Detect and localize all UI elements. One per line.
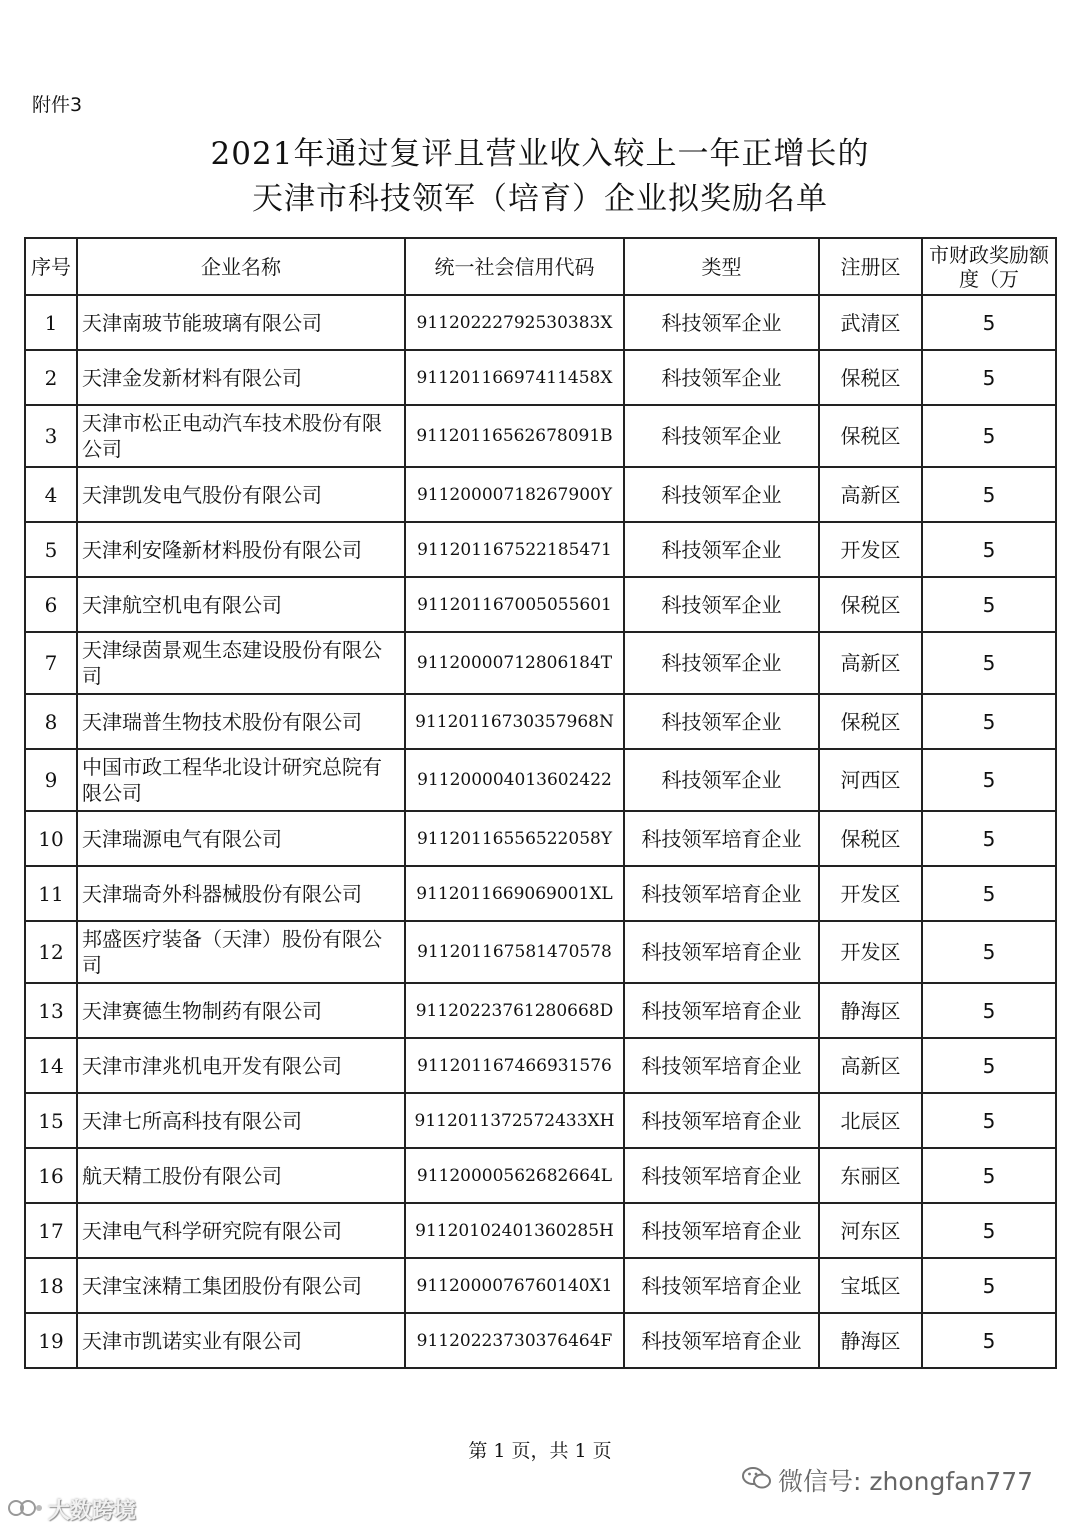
award-amount: 5 (922, 921, 1056, 983)
company-name: 天津市凯诺实业有限公司 (77, 1313, 405, 1368)
credit-code: 91120222792530383X (405, 295, 624, 350)
enterprise-type: 科技领军企业 (624, 405, 819, 467)
award-list-table (24, 237, 1057, 1369)
enterprise-type: 科技领军培育企业 (624, 811, 819, 866)
row-number: 13 (25, 983, 77, 1038)
page-footer: 第 1 页，共 1 页 (468, 1440, 612, 1462)
table-row (25, 749, 1056, 811)
table-row (25, 1093, 1056, 1148)
credit-code: 91120223730376464F (405, 1313, 624, 1368)
registered-district: 保税区 (819, 350, 922, 405)
company-name: 天津瑞普生物技术股份有限公司 (77, 694, 405, 749)
company-name: 天津凯发电气股份有限公司 (77, 467, 405, 522)
table-row (25, 921, 1056, 983)
registered-district: 静海区 (819, 1313, 922, 1368)
watermark-text: 大数跨境 (48, 1499, 137, 1524)
company-name: 天津瑞奇外科器械股份有限公司 (77, 866, 405, 921)
company-name: 天津市津兆机电开发有限公司 (77, 1038, 405, 1093)
award-amount: 5 (922, 405, 1056, 467)
award-amount: 5 (922, 694, 1056, 749)
company-name: 天津市松正电动汽车技术股份有限公司 (77, 405, 405, 467)
header-district: 注册区 (819, 238, 922, 295)
document-title-line-1: 2021年通过复评且营业收入较上一年正增长的 (210, 136, 870, 172)
annex-label: 附件3 (32, 94, 83, 116)
row-number: 11 (25, 866, 77, 921)
registered-district: 河东区 (819, 1203, 922, 1258)
enterprise-type: 科技领军培育企业 (624, 1258, 819, 1313)
table-row (25, 1148, 1056, 1203)
company-name: 中国市政工程华北设计研究总院有限公司 (77, 749, 405, 811)
enterprise-type: 科技领军企业 (624, 295, 819, 350)
credit-code: 91120116562678091B (405, 405, 624, 467)
award-amount: 5 (922, 749, 1056, 811)
registered-district: 保税区 (819, 405, 922, 467)
table-row (25, 577, 1056, 632)
header-no: 序号 (25, 238, 77, 295)
row-number: 9 (25, 749, 77, 811)
table-row (25, 350, 1056, 405)
table-row (25, 1258, 1056, 1313)
credit-code: 9112011372572433XH (405, 1093, 624, 1148)
registered-district: 保税区 (819, 577, 922, 632)
registered-district: 高新区 (819, 1038, 922, 1093)
registered-district: 保税区 (819, 694, 922, 749)
company-name: 天津航空机电有限公司 (77, 577, 405, 632)
registered-district: 开发区 (819, 866, 922, 921)
award-amount: 5 (922, 866, 1056, 921)
award-amount: 5 (922, 1148, 1056, 1203)
credit-code: 91120116556522058Y (405, 811, 624, 866)
award-amount: 5 (922, 1093, 1056, 1148)
row-number: 3 (25, 405, 77, 467)
enterprise-type: 科技领军企业 (624, 577, 819, 632)
award-amount: 5 (922, 632, 1056, 694)
credit-code: 911201167522185471 (405, 522, 624, 577)
enterprise-type: 科技领军企业 (624, 749, 819, 811)
row-number: 10 (25, 811, 77, 866)
company-name: 天津七所高科技有限公司 (77, 1093, 405, 1148)
credit-code: 911200004013602422 (405, 749, 624, 811)
row-number: 14 (25, 1038, 77, 1093)
wechat-id-text: 微信号: zhongfan777 (778, 1467, 1034, 1496)
enterprise-type: 科技领军培育企业 (624, 1093, 819, 1148)
row-number: 15 (25, 1093, 77, 1148)
award-amount: 5 (922, 577, 1056, 632)
registered-district: 高新区 (819, 467, 922, 522)
row-number: 12 (25, 921, 77, 983)
company-name: 天津南玻节能玻璃有限公司 (77, 295, 405, 350)
enterprise-type: 科技领军企业 (624, 350, 819, 405)
award-amount: 5 (922, 1258, 1056, 1313)
company-name: 天津绿茵景观生态建设股份有限公司 (77, 632, 405, 694)
table-row (25, 694, 1056, 749)
credit-code: 91120223761280668D (405, 983, 624, 1038)
company-name: 天津瑞源电气有限公司 (77, 811, 405, 866)
row-number: 8 (25, 694, 77, 749)
credit-code: 91120116697411458X (405, 350, 624, 405)
enterprise-type: 科技领军培育企业 (624, 1038, 819, 1093)
document-title-line-2: 天津市科技领军（培育）企业拟奖励名单 (252, 181, 828, 217)
award-amount: 5 (922, 811, 1056, 866)
registered-district: 开发区 (819, 522, 922, 577)
registered-district: 开发区 (819, 921, 922, 983)
table-row (25, 983, 1056, 1038)
award-amount: 5 (922, 1038, 1056, 1093)
award-amount: 5 (922, 522, 1056, 577)
row-number: 7 (25, 632, 77, 694)
registered-district: 东丽区 (819, 1148, 922, 1203)
site-watermark (8, 1494, 136, 1525)
table-row (25, 405, 1056, 467)
company-name: 天津利安隆新材料股份有限公司 (77, 522, 405, 577)
wechat-icon (742, 1466, 772, 1496)
enterprise-type: 科技领军培育企业 (624, 1313, 819, 1368)
registered-district: 河西区 (819, 749, 922, 811)
credit-code: 9112000076760140X1 (405, 1258, 624, 1313)
enterprise-type: 科技领军培育企业 (624, 866, 819, 921)
registered-district: 武清区 (819, 295, 922, 350)
enterprise-type: 科技领军培育企业 (624, 921, 819, 983)
table-row (25, 1038, 1056, 1093)
table-row (25, 811, 1056, 866)
row-number: 6 (25, 577, 77, 632)
credit-code: 9112011669069001XL (405, 866, 624, 921)
header-code: 统一社会信用代码 (405, 238, 624, 295)
row-number: 18 (25, 1258, 77, 1313)
table-header-row (25, 238, 1056, 295)
company-name: 航天精工股份有限公司 (77, 1148, 405, 1203)
company-name: 天津金发新材料有限公司 (77, 350, 405, 405)
company-name: 天津宝涞精工集团股份有限公司 (77, 1258, 405, 1313)
company-name: 邦盛医疗装备（天津）股份有限公司 (77, 921, 405, 983)
registered-district: 静海区 (819, 983, 922, 1038)
watermark-logo-icon (8, 1498, 44, 1524)
enterprise-type: 科技领军企业 (624, 694, 819, 749)
enterprise-type: 科技领军企业 (624, 632, 819, 694)
enterprise-type: 科技领军企业 (624, 522, 819, 577)
row-number: 17 (25, 1203, 77, 1258)
enterprise-type: 科技领军培育企业 (624, 983, 819, 1038)
row-number: 5 (25, 522, 77, 577)
registered-district: 宝坻区 (819, 1258, 922, 1313)
registered-district: 保税区 (819, 811, 922, 866)
table-row (25, 1313, 1056, 1368)
credit-code: 911201167581470578 (405, 921, 624, 983)
header-type: 类型 (624, 238, 819, 295)
registered-district: 高新区 (819, 632, 922, 694)
registered-district: 北辰区 (819, 1093, 922, 1148)
enterprise-type: 科技领军培育企业 (624, 1148, 819, 1203)
credit-code: 91120116730357968N (405, 694, 624, 749)
row-number: 16 (25, 1148, 77, 1203)
row-number: 2 (25, 350, 77, 405)
credit-code: 911201167466931576 (405, 1038, 624, 1093)
award-amount: 5 (922, 295, 1056, 350)
award-amount: 5 (922, 467, 1056, 522)
table-row (25, 467, 1056, 522)
header-name: 企业名称 (77, 238, 405, 295)
row-number: 4 (25, 467, 77, 522)
row-number: 1 (25, 295, 77, 350)
table-row (25, 866, 1056, 921)
table-row (25, 1203, 1056, 1258)
credit-code: 91120000712806184T (405, 632, 624, 694)
table-row (25, 522, 1056, 577)
credit-code: 91120000562682664L (405, 1148, 624, 1203)
table-row (25, 632, 1056, 694)
credit-code: 91120102401360285H (405, 1203, 624, 1258)
row-number: 19 (25, 1313, 77, 1368)
wechat-watermark (742, 1462, 1033, 1498)
company-name: 天津电气科学研究院有限公司 (77, 1203, 405, 1258)
credit-code: 911201167005055601 (405, 577, 624, 632)
award-amount: 5 (922, 1203, 1056, 1258)
header-amount: 市财政奖励额度（万 (922, 238, 1056, 295)
enterprise-type: 科技领军培育企业 (624, 1203, 819, 1258)
enterprise-type: 科技领军企业 (624, 467, 819, 522)
award-amount: 5 (922, 1313, 1056, 1368)
award-amount: 5 (922, 983, 1056, 1038)
company-name: 天津赛德生物制药有限公司 (77, 983, 405, 1038)
award-amount: 5 (922, 350, 1056, 405)
credit-code: 91120000718267900Y (405, 467, 624, 522)
table-row (25, 295, 1056, 350)
